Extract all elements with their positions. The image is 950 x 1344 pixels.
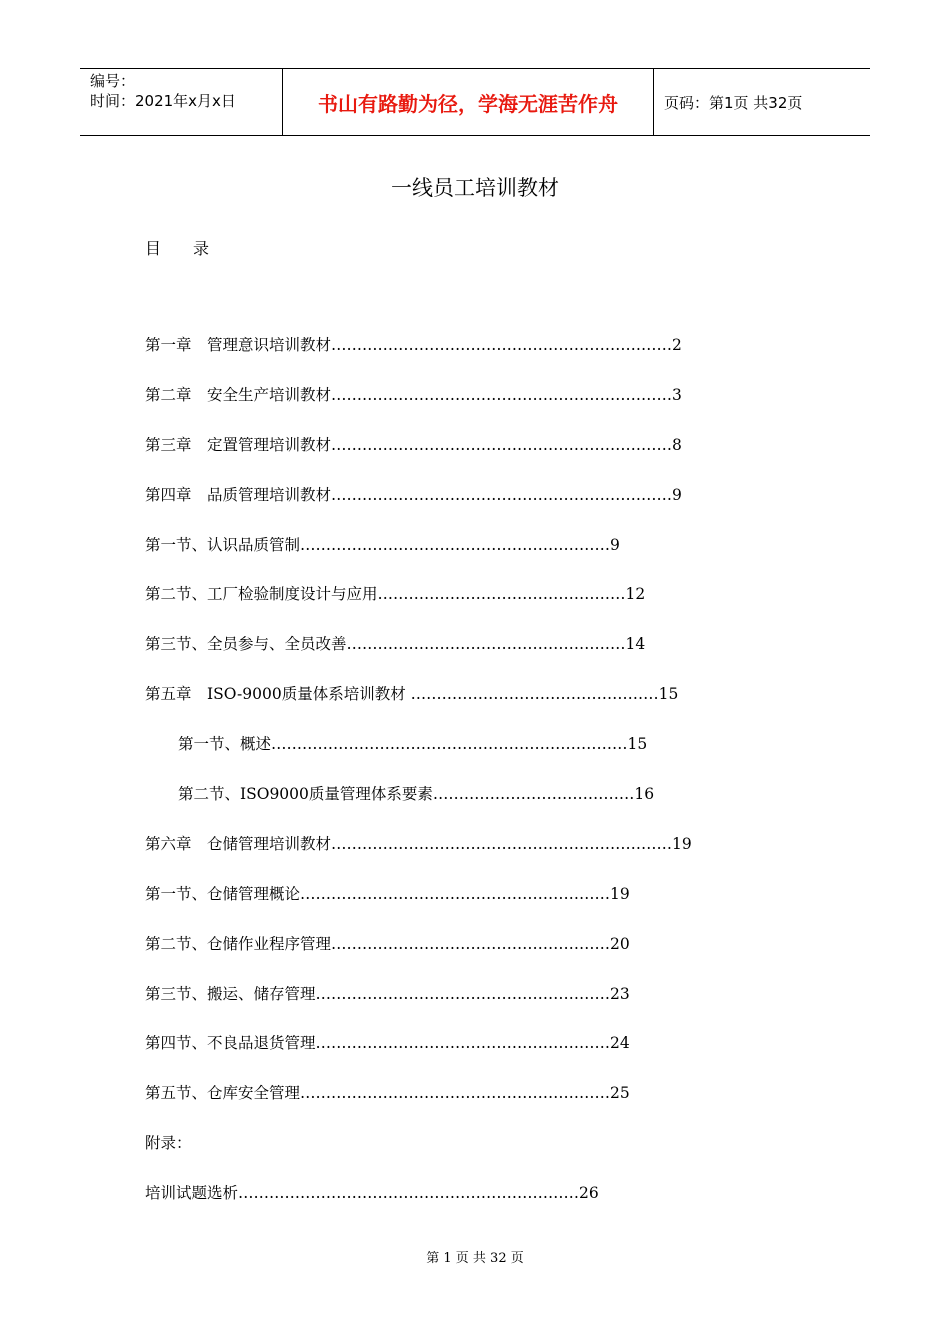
toc-entry-page-number: 23 <box>610 984 630 1003</box>
toc-entry-title: 第三节、全员参与、全员改善 <box>145 635 347 654</box>
toc-heading-second-char: 录 <box>193 239 210 258</box>
toc-entry-page-number: 26 <box>579 1184 599 1203</box>
toc-heading <box>145 236 209 259</box>
toc-entry[interactable] <box>145 1032 845 1082</box>
toc-entry[interactable] <box>145 733 845 783</box>
toc-entry-leader-dots: ………………………………………………………… <box>331 485 673 504</box>
toc-entry-leader-dots: ………………………………… <box>432 785 635 804</box>
toc-entry-leader-dots: …………………………………………………… <box>300 535 611 554</box>
toc-entry-title: 第一节、仓储管理概论 <box>145 884 301 903</box>
toc-entry[interactable] <box>145 534 845 584</box>
toc-entry[interactable] <box>145 933 845 983</box>
toc-entry-title: 第二节、仓储作业程序管理 <box>145 934 332 953</box>
toc-entry-leader-dots: ………………………………………………… <box>315 984 611 1003</box>
document-date: 时间：2021年x月x日 <box>90 92 236 110</box>
toc-entry[interactable] <box>145 1182 845 1232</box>
toc-entry-title: 第一章 管理意识培训教材 <box>145 336 332 354</box>
toc-entry-leader-dots: ………………………………………………………… <box>331 834 673 853</box>
toc-entry-page-number: 24 <box>610 1034 630 1053</box>
toc-entry[interactable] <box>145 434 845 484</box>
toc-entry-page-number: 15 <box>627 735 648 754</box>
toc-entry-leader-dots: …………………………………………………………… <box>271 735 628 754</box>
toc-entry-page-number: 16 <box>634 785 655 804</box>
toc-entry-leader-dots: ……………………………………………… <box>346 635 626 654</box>
header-page-info-cell <box>654 69 870 135</box>
toc-entry[interactable] <box>145 583 845 633</box>
toc-entry-page-number: 12 <box>625 585 646 604</box>
toc-entry[interactable] <box>145 783 845 833</box>
toc-entry-leader-dots: ………………………………………………………… <box>331 336 673 354</box>
toc-entry-title: 第六章 仓储管理培训教材 <box>145 834 332 853</box>
toc-entry-title: 第二节、ISO9000质量管理体系要素 <box>178 785 433 804</box>
toc-entry-title: 第四章 品质管理培训教材 <box>145 485 332 504</box>
toc-entry[interactable] <box>145 484 845 534</box>
toc-entry-leader-dots: …………………………………………………… <box>300 1084 611 1103</box>
toc-entry-title: 第五节、仓库安全管理 <box>145 1084 301 1103</box>
toc-entry-leader-dots: ……………………………………………… <box>331 934 611 953</box>
toc-entry-title: 附录： <box>145 1134 192 1153</box>
toc-entry-leader-dots: ………………………………………………… <box>315 1034 611 1053</box>
header-meta <box>80 69 282 135</box>
page-header <box>80 68 870 136</box>
toc-entry[interactable] <box>145 833 845 883</box>
toc-entry-page-number: 9 <box>672 485 682 504</box>
toc-entry[interactable] <box>145 1132 845 1182</box>
document-title: 一线员工培训教材 <box>391 176 559 200</box>
toc-entry-title: 培训试题选析 <box>145 1184 239 1203</box>
toc-entry-title: 第一节、认识品质管制 <box>145 535 301 554</box>
toc-entry-leader-dots: …………………………………………………… <box>300 884 611 903</box>
toc-entry[interactable] <box>145 883 845 933</box>
toc-entry-title: 第二节、工厂检验制度设计与应用 <box>145 585 378 604</box>
toc-entry-title: 第三章 定置管理培训教材 <box>145 435 332 454</box>
toc-entry-leader-dots: ………………………………………… <box>410 685 659 704</box>
toc-entry-page-number: 14 <box>625 635 646 654</box>
toc-entry-page-number: 25 <box>610 1084 630 1103</box>
header-motto: 书山有路勤为径，学海无涯苦作舟 <box>318 91 618 116</box>
document-number-label: 编号： <box>90 72 136 90</box>
page-footer: 第 1 页 共 32 页 <box>426 1251 524 1266</box>
toc-entry-page-number: 9 <box>610 535 620 554</box>
toc-entry[interactable] <box>145 384 845 434</box>
toc-entry[interactable] <box>145 334 845 384</box>
toc-entry-page-number: 2 <box>672 336 682 354</box>
toc-entry-title: 第三节、搬运、储存管理 <box>145 984 316 1003</box>
toc-entry-page-number: 15 <box>658 685 679 704</box>
toc-entry-page-number: 20 <box>610 934 630 953</box>
toc-entry-title: 第一节、概述 <box>178 735 272 754</box>
toc-entry[interactable] <box>145 1082 845 1132</box>
toc-entry[interactable] <box>145 683 845 733</box>
header-page-info: 页码：第1页 共32页 <box>664 93 803 112</box>
toc-entry-title: 第四节、不良品退货管理 <box>145 1034 316 1053</box>
toc-entry[interactable] <box>145 633 845 683</box>
toc-entry-leader-dots: ………………………………………… <box>377 585 626 604</box>
toc-heading-first-char: 目 <box>145 239 162 258</box>
toc-entry-page-number: 19 <box>610 884 630 903</box>
toc-entry-leader-dots: ………………………………………………………… <box>331 385 673 404</box>
header-motto-cell <box>282 69 654 135</box>
toc-entry-title: 第二章 安全生产培训教材 <box>145 385 332 404</box>
table-of-contents <box>145 334 845 1232</box>
toc-entry-page-number: 8 <box>672 435 682 454</box>
toc-entry[interactable] <box>145 983 845 1033</box>
toc-entry-leader-dots: ………………………………………………………… <box>331 435 673 454</box>
toc-entry-title: 第五章 ISO-9000质量体系培训教材 <box>145 685 411 704</box>
toc-entry-page-number: 19 <box>672 834 692 853</box>
toc-entry-leader-dots: ………………………………………………………… <box>238 1184 580 1203</box>
toc-entry-page-number: 3 <box>672 385 682 404</box>
